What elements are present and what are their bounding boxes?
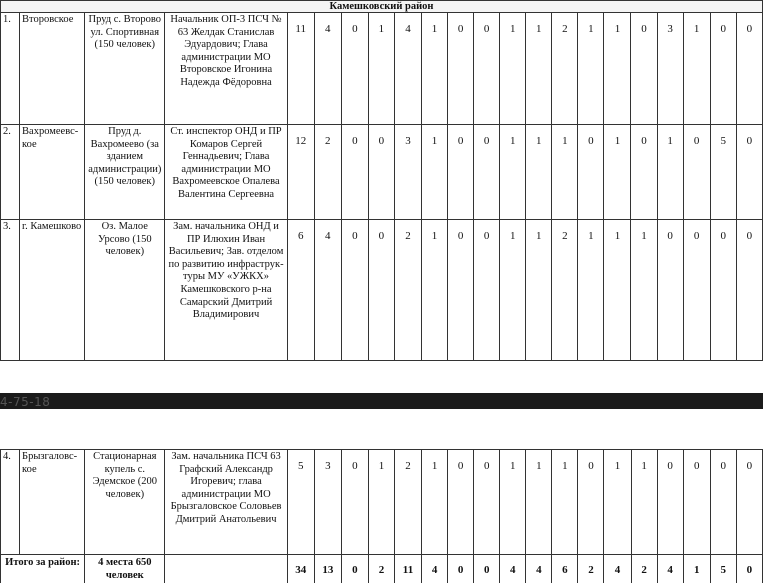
total-value-cell: 11 [394,555,421,583]
value-cell: 0 [631,13,657,125]
table-row [1,13,763,125]
value-cell: 4 [314,220,341,361]
district-name: г. Камешково [20,220,85,361]
value-cell: 0 [736,125,762,220]
total-value-cell: 6 [552,555,578,583]
value-cell: 0 [448,220,474,361]
value-cell: 1 [526,13,552,125]
total-value-cell: 4 [657,555,683,583]
total-value-cell: 2 [631,555,657,583]
total-places: 4 места 650 человек [85,555,165,583]
page-divider [0,393,763,409]
value-cell: 1 [421,220,447,361]
value-cell: 0 [578,450,604,555]
value-cell: 0 [341,125,368,220]
value-cell: 2 [394,220,421,361]
total-value-cell: 34 [287,555,314,583]
value-cell: 1 [578,13,604,125]
responsible-cell: Ст. инспектор ОНД и ПР Комаров Сергей Геннадьевич; Глава администрации МО Вахромеевское Опалева Валентина Сергеевна [165,125,287,220]
value-cell: 0 [474,450,500,555]
value-cell: 4 [394,13,421,125]
total-label: Итого за район: [1,555,85,583]
district-name: Второвское [20,13,85,125]
table-row [1,220,763,361]
value-cell: 0 [631,125,657,220]
value-cell: 4 [314,13,341,125]
location-cell: Оз. Малое Урсово (150 человек) [85,220,165,361]
location-cell: Пруд д. Вахромеево (за зданием администрации) (150 человек) [85,125,165,220]
value-cell: 0 [474,13,500,125]
value-cell: 1 [500,220,526,361]
value-cell: 2 [394,450,421,555]
value-cell: 0 [341,450,368,555]
value-cell: 1 [552,125,578,220]
value-cell: 11 [287,13,314,125]
table-row [1,125,763,220]
row-number: 4. [1,450,20,555]
row-number: 1. [1,13,20,125]
value-cell: 0 [448,13,474,125]
total-value-cell: 5 [710,555,736,583]
value-cell: 2 [552,13,578,125]
value-cell: 1 [421,13,447,125]
value-cell: 1 [422,450,448,555]
responsible-cell: Начальник ОП-3 ПСЧ № 63 Желдак Станислав Эдуардович; Глава администрации МО Второвское Игонина Надежда Фёдоровна [165,13,287,125]
total-value-cell: 0 [341,555,368,583]
value-cell: 0 [683,220,710,361]
value-cell: 0 [368,125,394,220]
responsible-cell: Зам. начальника ОНД и ПР Илюхин Иван Васильевич; Зав. отделом по развитию инфраструк- туры МУ «УЖКХ» Камешковского р-на Самарский Дмитрий Владимирович [165,220,287,361]
total-value-cell: 13 [314,555,341,583]
value-cell: 0 [736,220,762,361]
value-cell: 3 [314,450,341,555]
value-cell: 6 [287,220,314,361]
value-cell: 1 [500,450,526,555]
value-cell: 0 [710,450,736,555]
value-cell: 0 [657,220,683,361]
value-cell: 1 [500,125,526,220]
value-cell: 0 [736,450,762,555]
value-cell: 1 [657,125,683,220]
value-cell: 1 [526,450,552,555]
row-number: 2. [1,125,20,220]
value-cell: 1 [604,450,631,555]
total-value-cell: 4 [500,555,526,583]
value-cell: 5 [710,125,736,220]
value-cell: 0 [474,220,500,361]
value-cell: 1 [631,450,657,555]
total-value-cell: 4 [604,555,631,583]
value-cell: 1 [368,13,394,125]
value-cell: 1 [604,220,631,361]
district-name: Вахромеевс- кое [20,125,85,220]
value-cell: 1 [604,13,631,125]
value-cell: 0 [578,125,604,220]
total-value-cell: 0 [448,555,474,583]
value-cell: 3 [657,13,683,125]
value-cell: 0 [341,220,368,361]
total-row [1,555,763,583]
value-cell: 0 [710,13,736,125]
location-cell: Пруд с. Второво ул. Спортивная (150 человек) [85,13,165,125]
value-cell: 2 [552,220,578,361]
region-title: Камешковский район [1,1,763,13]
value-cell: 1 [526,125,552,220]
row-number: 3. [1,220,20,361]
value-cell: 0 [683,450,710,555]
value-cell: 0 [341,13,368,125]
total-value-cell: 0 [474,555,500,583]
value-cell: 1 [631,220,657,361]
value-cell: 1 [368,450,394,555]
value-cell: 3 [394,125,421,220]
value-cell: 0 [683,125,710,220]
value-cell: 0 [474,125,500,220]
value-cell: 1 [421,125,447,220]
value-cell: 0 [736,13,762,125]
region-table-lower [0,449,763,583]
total-value-cell: 1 [683,555,710,583]
value-cell: 1 [526,220,552,361]
total-value-cell: 2 [368,555,394,583]
value-cell: 2 [314,125,341,220]
value-cell: 1 [578,220,604,361]
value-cell: 5 [287,450,314,555]
value-cell: 1 [604,125,631,220]
table-row [1,450,763,555]
value-cell: 0 [368,220,394,361]
value-cell: 12 [287,125,314,220]
total-value-cell: 4 [422,555,448,583]
responsible-cell: Зам. начальника ПСЧ 63 Графский Александр Игоревич; глава администрации МО Брызгаловское Соловьев Дмитрий Анатольевич [165,450,287,555]
value-cell: 0 [710,220,736,361]
value-cell: 1 [683,13,710,125]
value-cell: 0 [657,450,683,555]
total-value-cell: 0 [736,555,762,583]
location-cell: Стационарная купель с. Эдемское (200 человек) [85,450,165,555]
total-value-cell: 4 [526,555,552,583]
value-cell: 1 [552,450,578,555]
value-cell: 0 [448,450,474,555]
total-value-cell: 2 [578,555,604,583]
value-cell: 1 [500,13,526,125]
divider-label: 4-75-18 [0,395,51,409]
value-cell: 0 [448,125,474,220]
district-name: Брызгаловс- кое [20,450,85,555]
total-responsible-empty [165,555,287,583]
